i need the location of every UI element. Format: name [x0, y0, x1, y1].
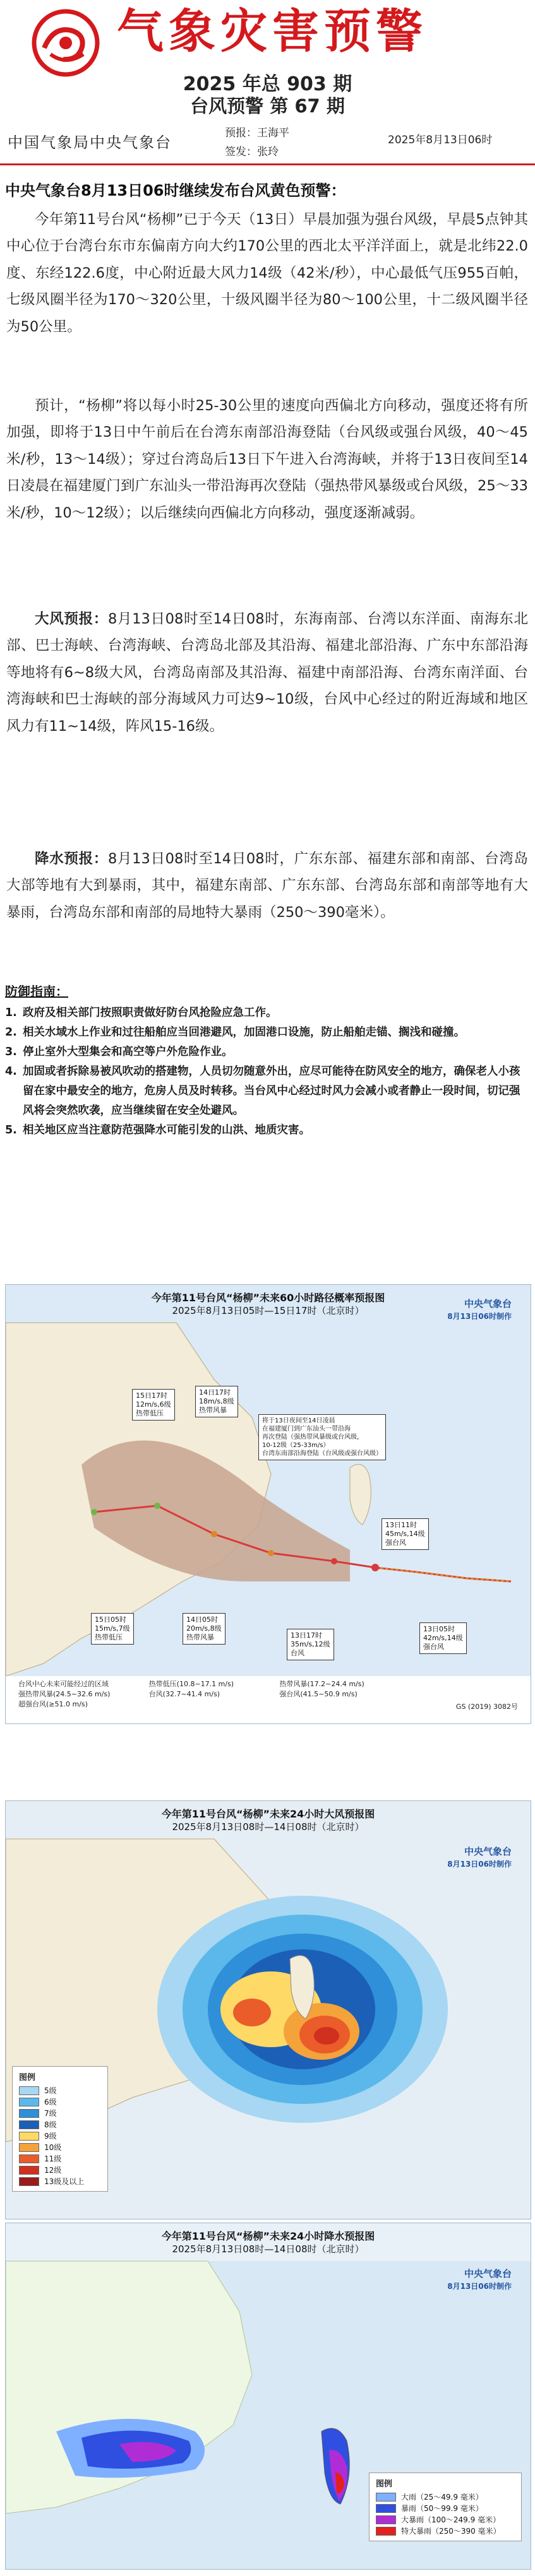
- wind-legend-row: [19, 2130, 101, 2142]
- brand-name: 中央气象台: [464, 2268, 512, 2279]
- legend-swatch: [19, 2143, 39, 2152]
- issue-total-number: 2025 年总 903 期: [183, 73, 352, 95]
- wind-zone-12: [314, 2027, 339, 2045]
- legend-swatch: [19, 2120, 39, 2129]
- issue-sub-number: 台风预警 第 67 期: [190, 95, 345, 117]
- legend-label: 暴雨（50～99.9 毫米）: [401, 2504, 483, 2513]
- rain-map-brand: [447, 2267, 512, 2293]
- brand-name: 中央气象台: [464, 1298, 512, 1309]
- legend-swatch: [19, 2154, 39, 2163]
- legend-entry: 热带低压(10.8~17.1 m/s): [148, 1680, 234, 1688]
- track-point: [268, 1550, 274, 1556]
- track-point: [211, 1531, 217, 1537]
- track-point: [154, 1503, 160, 1509]
- defense-item-text: 相关水域水上作业和过往船舶应当回港避风，加固港口设施，防止船舶走锚、搁浅和碰撞。: [23, 1026, 465, 1039]
- defense-item: [5, 1003, 529, 1023]
- forecaster: 预报：王海平: [225, 127, 289, 139]
- track-legend: [18, 1679, 410, 1710]
- wind-legend-row: [19, 2153, 101, 2165]
- track-map-graphic: [6, 1285, 531, 1723]
- defense-item-text: 加固或者拆除易被风吹动的搭建物，人员切勿随意外出，应尽可能待在防风安全的地方，确保老人小孩留在家中最安全的地方，危房人员及时转移。当台风中心经过时风力会减小或者静止一段时间，切记强风将会突然吹袭，应当继续留在安全处避风。: [23, 1065, 520, 1117]
- legend-label: 大暴雨（100～249.9 毫米）: [401, 2515, 501, 2524]
- brand-sub: 8月13日06时制作: [447, 1312, 512, 1321]
- defense-item-number: 3.: [5, 1046, 17, 1058]
- label-15d05h: 15日05时 15m/s,7级 热带低压: [91, 1613, 134, 1645]
- defense-guide: [5, 981, 529, 1140]
- legend-label: 12级: [44, 2166, 62, 2175]
- label-13d17h: 13日17时 35m/s,12级 台风: [287, 1629, 334, 1660]
- track-map-title: 今年第11号台风“杨柳”未来60小时路径概率预报图: [151, 1292, 385, 1304]
- legend-swatch: [376, 2493, 396, 2502]
- header-divider: [0, 163, 535, 165]
- map-approval-number: GS (2019) 3082号: [455, 1703, 518, 1711]
- defense-item-text: 政府及相关部门按照职责做好防台风抢险应急工作。: [23, 1007, 277, 1019]
- rain-forecast-map: [5, 2223, 531, 2570]
- defense-item: [5, 1043, 529, 1062]
- legend-entry: 台风中心未来可能经过的区域: [18, 1680, 109, 1688]
- wind-legend: [12, 2066, 108, 2192]
- wind-legend-title: 图例: [19, 2073, 36, 2083]
- defense-item-number: 5.: [5, 1124, 17, 1137]
- legend-label: 5级: [44, 2086, 57, 2095]
- wind-forecast-map: [5, 1800, 531, 2219]
- wind-text: 8月13日08时至14日08时，东海南部、台湾以东洋面、南海东北部、巴士海峡、台湾海峡、台湾岛北部及其沿海、福建北部沿海、广东中东部沿海等地将有6~8级大风，台湾岛南部及其沿海、福建中南部沿海、台湾东南洋面、台湾海峡和巴士海峡的部分海域风力可达9~10级，台风中心经过的附近海域和地区风力有11~14级，阵风15-16级。: [6, 611, 528, 735]
- wind-legend-row: [19, 2085, 101, 2096]
- defense-item-number: 2.: [5, 1026, 17, 1039]
- wind-legend-row: [19, 2119, 101, 2130]
- defense-item: [5, 1062, 529, 1121]
- wind-map-title: 今年第11号台风“杨柳”未来24小时大风预报图: [161, 1808, 375, 1820]
- defense-item: [5, 1023, 529, 1043]
- legend-entry: 强台风(41.5~50.9 m/s): [279, 1690, 358, 1698]
- legend-label: 10级: [44, 2143, 62, 2152]
- warning-headline: 中央气象台8月13日06时继续发布台风黄色预警：: [5, 182, 346, 199]
- approver: 签发：张玲: [225, 146, 279, 158]
- legend-label: 9级: [44, 2132, 57, 2141]
- legend-swatch: [376, 2515, 396, 2524]
- label-14d17h: 14日17时 18m/s,8级 热带风暴: [195, 1386, 238, 1417]
- paragraph-forecast: 预计，“杨柳”将以每小时25-30公里的速度向西偏北方向移动，强度还将有所加强，即将于13日中午前后在台湾东南部沿海登陆（台风级或强台风级，40～45米/秒，13～14级）；穿过台湾岛后13日下午进入台湾海峡，并将于13日夜间至14日凌晨在福建厦门到广东汕头一带沿海再次登陆（强热带风暴级或台风级，25～33米/秒，10～12级）；以后继续向西偏北方向移动，强度逐渐减弱。: [6, 398, 528, 521]
- legend-entry: 超强台风(≥51.0 m/s): [18, 1700, 88, 1708]
- legend-swatch: [19, 2132, 39, 2141]
- track-point: [331, 1558, 337, 1564]
- wind-legend-row: [19, 2176, 101, 2187]
- defense-item: [5, 1121, 529, 1140]
- legend-label: 特大暴雨（250～390 毫米）: [401, 2527, 501, 2536]
- paragraph-rain: [6, 846, 528, 926]
- landfall-note: 将于13日夜间至14日凌晨 在福建厦门到广东汕头一带沿海 再次登陆（强热带风暴级或台风级， 10-12级（25-33m/s） 台湾东南部沿海登陆（台风级或强台风级）: [258, 1414, 386, 1460]
- legend-swatch: [19, 2086, 39, 2095]
- agency-name: 中国气象局中央气象台: [8, 134, 172, 151]
- wind-zone-11: [233, 1999, 271, 2026]
- current-position-marker: [371, 1564, 379, 1571]
- legend-label: 6级: [44, 2098, 57, 2106]
- track-map-subtitle: 2025年8月13日05时—15日17时（北京时）: [172, 1305, 364, 1316]
- label-13d05h: 13日05时 42m/s,14级 强台风: [419, 1622, 467, 1654]
- issue-date: 2025年8月13日06时: [388, 134, 493, 146]
- track-map-brand: [447, 1297, 512, 1323]
- track-point: [91, 1509, 97, 1515]
- defense-item-text: 停止室外大型集会和高空等户外危险作业。: [23, 1046, 233, 1058]
- legend-label: 8级: [44, 2120, 57, 2129]
- rain-legend: [369, 2473, 522, 2541]
- defense-list: [5, 1003, 529, 1140]
- wind-label: 大风预报：: [35, 611, 108, 627]
- rain-legend-row: [376, 2526, 515, 2537]
- defense-title: 防御指南：: [5, 984, 68, 999]
- label-14d05h: 14日05时 20m/s,8级 热带风暴: [183, 1613, 225, 1645]
- wind-map-subtitle: 2025年8月13日08时—14日08时（北京时）: [172, 1821, 364, 1833]
- legend-swatch: [19, 2166, 39, 2175]
- defense-item-text: 相关地区应当注意防范强降水可能引发的山洪、地质灾害。: [23, 1124, 310, 1137]
- defense-item-number: 1.: [5, 1007, 17, 1019]
- rain-map-title: 今年第11号台风“杨柳”未来24小时降水预报图: [161, 2230, 375, 2242]
- legend-swatch: [376, 2527, 396, 2536]
- wind-legend-row: [19, 2096, 101, 2108]
- rain-label: 降水预报：: [35, 851, 108, 867]
- legend-label: 7级: [44, 2109, 57, 2118]
- rain-legend-row: [376, 2514, 515, 2526]
- wind-legend-row: [19, 2165, 101, 2176]
- wind-legend-row: [19, 2108, 101, 2119]
- rain-legend-row: [376, 2491, 515, 2503]
- rain-legend-title: 图例: [376, 2479, 393, 2489]
- track-forecast-map: [5, 1284, 531, 1724]
- label-13d11h: 13日11时 45m/s,14级 强台风: [382, 1518, 429, 1550]
- legend-entry: 强热带风暴(24.5~32.6 m/s): [18, 1690, 111, 1698]
- brand-name: 中央气象台: [464, 1846, 512, 1857]
- legend-label: 大雨（25～49.9 毫米）: [401, 2493, 483, 2502]
- paragraph-status: 今年第11号台风“杨柳”已于今天（13日）早晨加强为强台风级，早晨5点钟其中心位于台湾台东市东偏南方向大约170公里的西北太平洋洋面上，就是北纬22.0度、东经122.6度，中心附近最大风力14级（42米/秒），中心最低气压955百帕，七级风圈半径为170～320公里，十级风圈半径为80～100公里，十二级风圈半径为50公里。: [6, 211, 528, 335]
- legend-swatch: [19, 2177, 39, 2186]
- wind-legend-row: [19, 2142, 101, 2153]
- legend-label: 13级及以上: [44, 2177, 85, 2186]
- legend-entry: 热带风暴(17.2~24.4 m/s): [279, 1680, 364, 1688]
- rain-map-subtitle: 2025年8月13日08时—14日08时（北京时）: [172, 2243, 364, 2255]
- brand-sub: 8月13日06时制作: [447, 2282, 512, 2291]
- wind-map-brand: [447, 1845, 512, 1870]
- rain-text: 8月13日08时至14日08时，广东东部、福建东部和南部、台湾岛大部等地有大到暴雨，其中，福建东南部、广东东部、台湾岛东部和南部等地有大暴雨，台湾岛东部和南部的局地特大暴雨（250～390毫米）。: [6, 851, 528, 921]
- legend-label: 11级: [44, 2154, 62, 2163]
- legend-swatch: [19, 2098, 39, 2106]
- cma-logo: [32, 9, 100, 77]
- defense-item-number: 4.: [5, 1065, 17, 1078]
- legend-swatch: [19, 2109, 39, 2118]
- legend-entry: 台风(32.7~41.4 m/s): [148, 1690, 220, 1698]
- rain-legend-row: [376, 2503, 515, 2514]
- brand-sub: 8月13日06时制作: [447, 1860, 512, 1869]
- legend-swatch: [376, 2504, 396, 2513]
- paragraph-wind: [6, 606, 528, 740]
- page-title: 气象灾害预警: [117, 4, 428, 59]
- label-15d17h: 15日17时 12m/s,6级 热带低压: [132, 1389, 175, 1421]
- issuer-block: [225, 124, 289, 162]
